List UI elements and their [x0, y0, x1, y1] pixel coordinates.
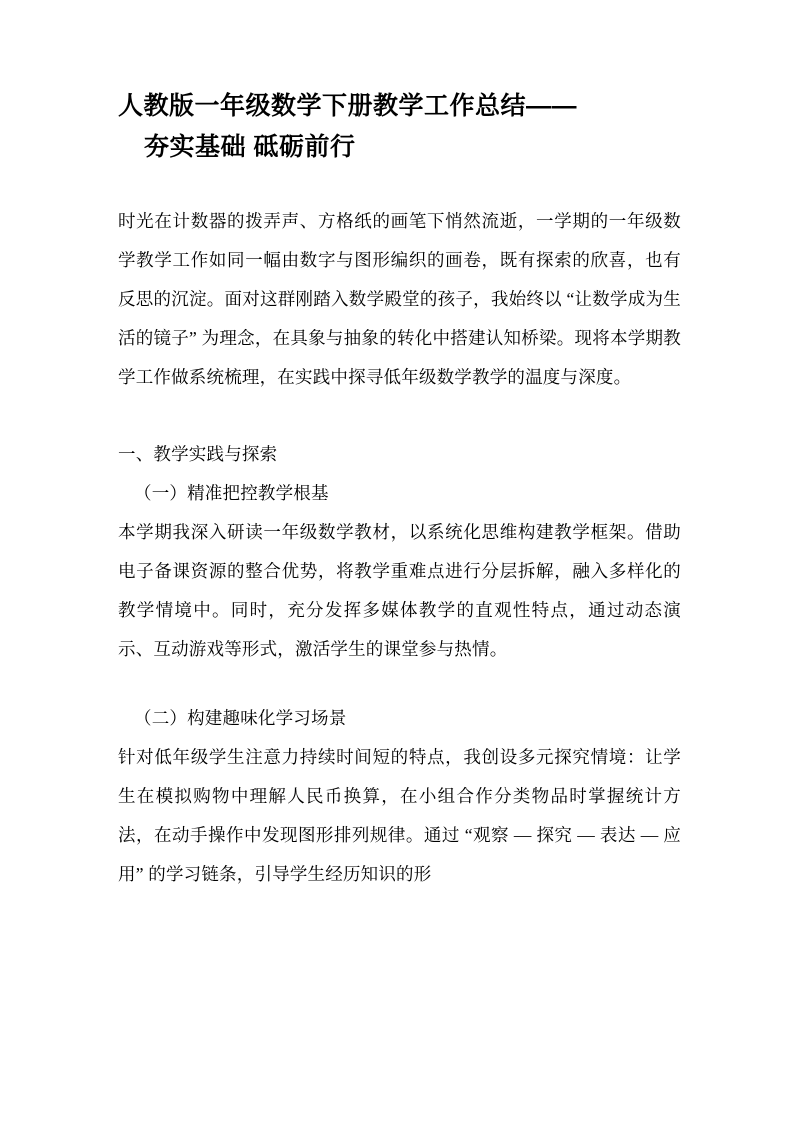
section-1-body: 本学期我深入研读一年级数学教材，以系统化思维构建教学框架。借助电子备课资源的整合优势，将教学重难点进行分层拆解，融入多样化的教学情境中。同时，充分发挥多媒体教学的直观性特点，通过动态演示、互动游戏等形式，激活学生的课堂参与热情。: [118, 522, 681, 659]
section-2-body: 针对低年级学生注意力持续时间短的特点，我创设多元探究情境：让学生在模拟购物中理解人民币换算，在小组合作分类物品时掌握统计方法，在动手操作中发现图形排列规律。通过 “观察 — 探究 — 表达 — 应用” 的学习链条，引导学生经历知识的形: [118, 747, 681, 884]
intro-paragraph: 时光在计数器的拨弄声、方格纸的画笔下悄然流逝，一学期的一年级数学教学工作如同一幅由数字与图形编织的画卷，既有探索的欣喜，也有反思的沉淀。面对这群刚踏入数学殿堂的孩子，我始终以 “让数学成为生活的镜子” 为理念，在具象与抽象的转化中搭建认知桥梁。现将本学期教学工作做系统梳理，在实践中探寻低年级数学教学的温度与深度。: [118, 211, 681, 387]
paragraph-spacer: [118, 397, 681, 435]
section-spacer: [118, 669, 681, 699]
page-title-line-1: 人教版一年级数学下册教学工作总结——: [118, 92, 578, 120]
page-title-line-2: 夯实基础 砥砺前行: [144, 133, 356, 161]
subheading-1: （一）精准把控教学根基: [134, 483, 329, 503]
subheading-2: （二）构建趣味化学习场景: [134, 708, 347, 728]
page-title: [118, 86, 681, 168]
section-heading-1: 一、教学实践与探索: [118, 444, 278, 464]
